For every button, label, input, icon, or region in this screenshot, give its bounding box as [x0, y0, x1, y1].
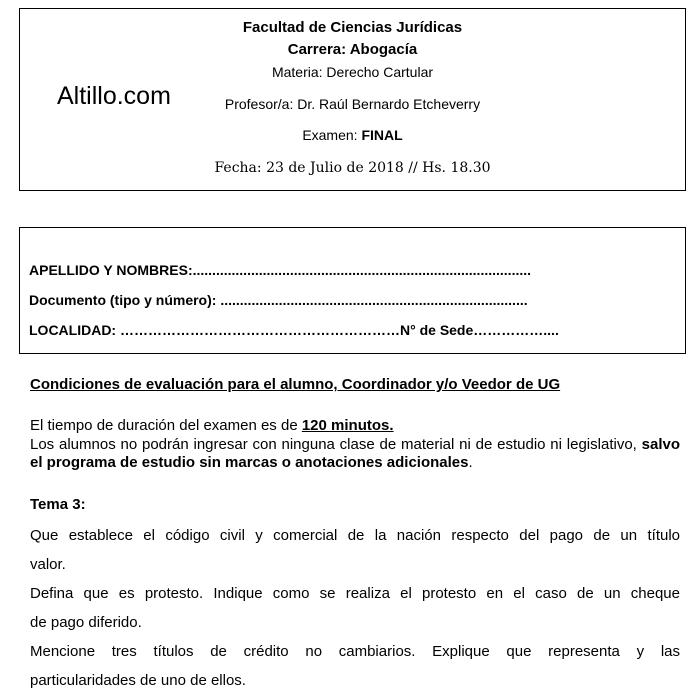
rules-end: .	[468, 454, 473, 471]
student-location-field: LOCALIDAD: ……………………………………………………N° de Sede……………....	[29, 322, 559, 338]
watermark-logo: Altillo.com	[57, 82, 171, 110]
student-document-field: Documento (tipo y número): ...............................................................................	[29, 292, 528, 308]
question-1-line-1: Que establece el código civil y comercial de la nación respecto del pago de un título	[30, 527, 680, 544]
conditions-title-text: Condiciones de evaluación para el alumno, Coordinador y/o Veedor de UG	[30, 376, 561, 393]
question-1-line-2: valor.	[30, 556, 66, 573]
question-2-line-1: Defina que es protesto. Indique como se realiza el protesto en el caso de un cheque	[30, 585, 680, 602]
duration-prefix: El tiempo de duración del examen es de	[30, 417, 302, 434]
exam-type-line	[20, 127, 685, 143]
professor-line: Profesor/a: Dr. Raúl Bernardo Etcheverry	[224, 96, 481, 112]
student-info-box	[19, 227, 686, 354]
rules-bold: salvo el programa de estudio sin marcas o anotaciones adicionales	[30, 436, 680, 471]
career-title: Carrera: Abogacía	[287, 41, 418, 58]
exam-type-label: Examen:	[302, 127, 362, 143]
conditions-title	[30, 376, 680, 394]
exam-duration-line	[30, 417, 680, 435]
student-name-field: APELLIDO Y NOMBRES:.......................................................................................	[29, 262, 532, 278]
exam-date-line: Fecha: 23 de Julio de 2018 // Hs. 18.30	[214, 160, 491, 176]
faculty-title: Facultad de Ciencias Jurídicas	[242, 19, 463, 36]
subject-line: Materia: Derecho Cartular	[271, 64, 434, 80]
topic-title: Tema 3:	[30, 496, 86, 513]
question-2-line-2: de pago diferido.	[30, 614, 142, 631]
rules-text: Los alumnos no podrán ingresar con ninguna clase de material ni de estudio ni legislativo,	[30, 436, 642, 453]
question-list	[30, 521, 680, 695]
duration-value: 120 minutos.	[301, 417, 394, 434]
exam-rules-paragraph	[30, 436, 680, 472]
question-3-line-2: particularidades de uno de ellos.	[30, 672, 246, 689]
question-3-line-1: Mencione tres títulos de crédito no cambiarios. Explique que representa y las	[30, 643, 680, 660]
exam-type-value: FINAL	[361, 127, 403, 143]
